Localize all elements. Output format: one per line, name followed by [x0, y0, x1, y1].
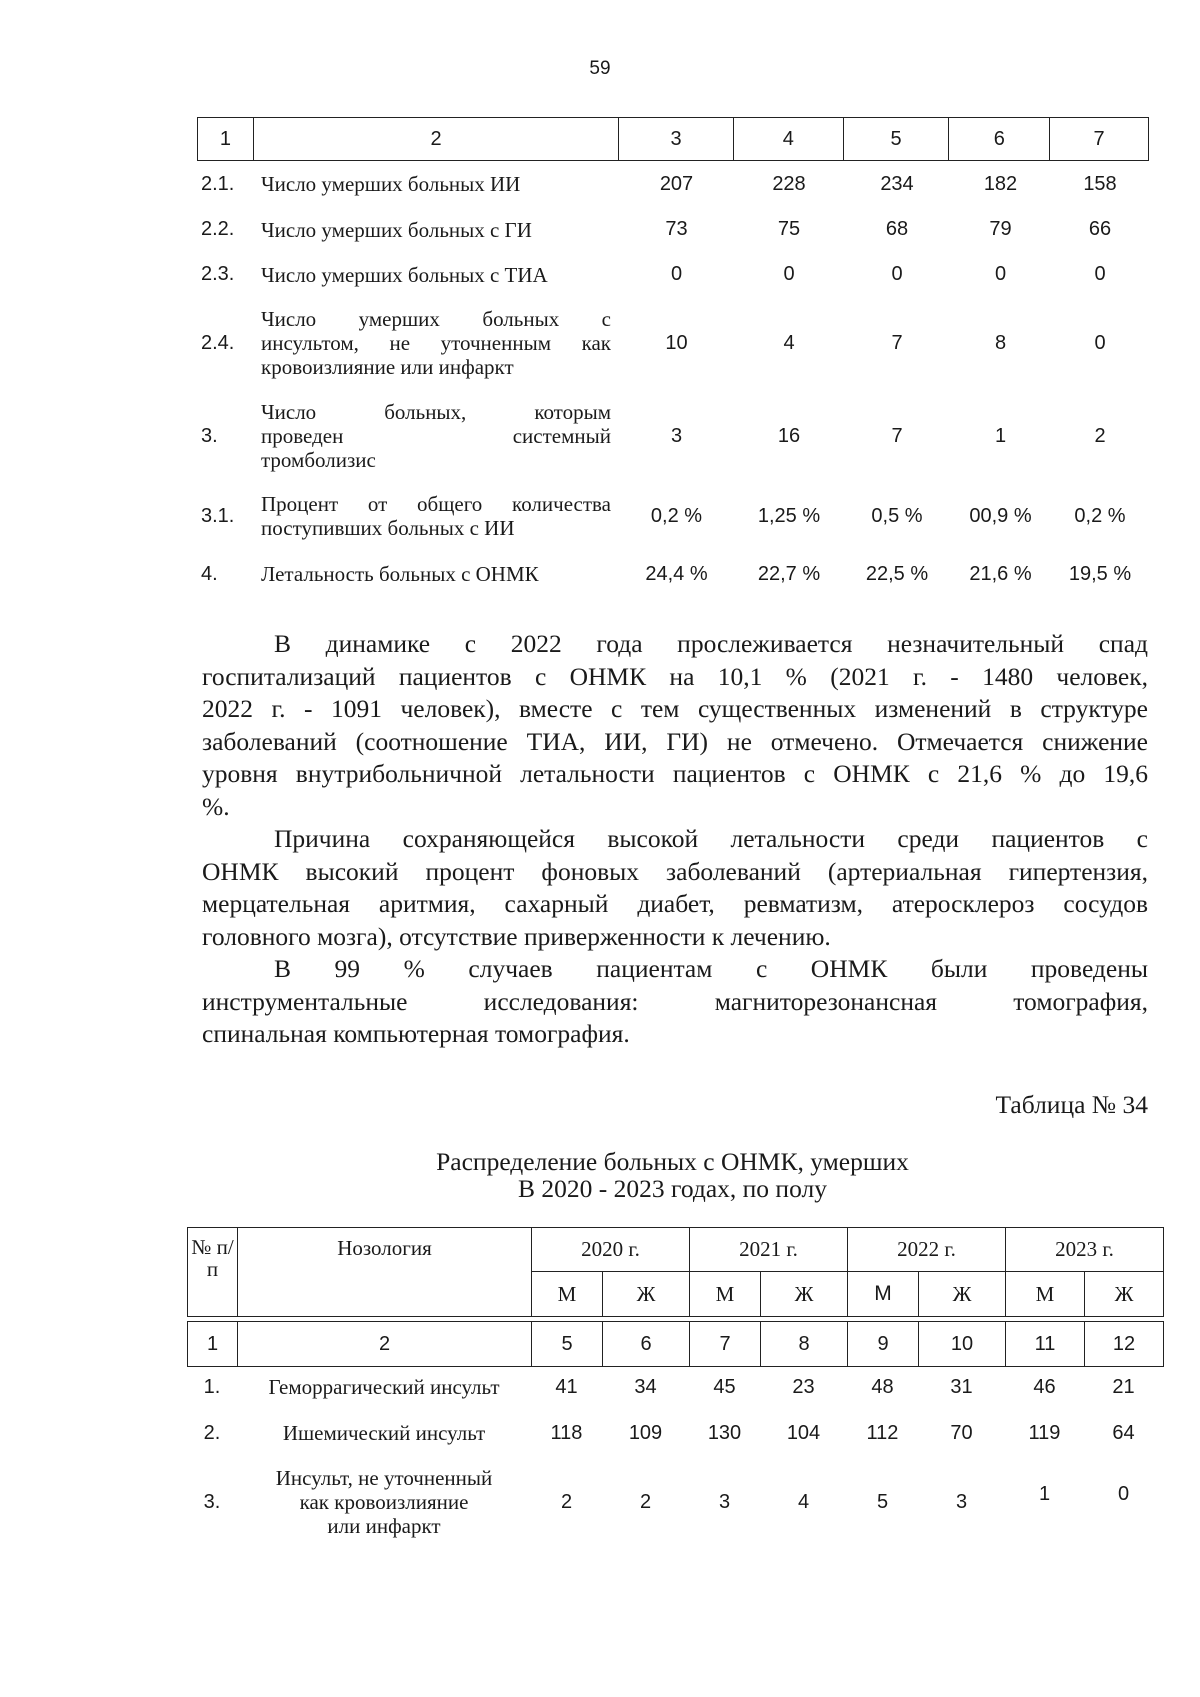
row-number: 2.2.: [201, 218, 235, 240]
text-line: госпитализаций пациентов с ОНМК на 10,1 % (2021 г. - 1480 человек,: [202, 661, 1148, 691]
header-cell: 4: [734, 118, 844, 160]
table-cell: 46: [1033, 1375, 1056, 1398]
table-cell: 3: [718, 1490, 731, 1513]
header-cell: 2: [254, 118, 619, 160]
header-year: 2022 г.: [848, 1228, 1006, 1272]
table-cell: 112: [866, 1421, 899, 1444]
row-number: 3.: [203, 1490, 221, 1513]
index-cell: 7: [690, 1322, 761, 1367]
header-cell: 5: [844, 118, 950, 160]
row-name-line: Инсульт, не уточненный: [275, 1466, 493, 1490]
table-title: [0, 1148, 1200, 1202]
row-name-line: тромболизис: [261, 448, 376, 472]
table-cell: 0,5 %: [871, 504, 923, 527]
row-name-line: Процент от общего количества: [261, 492, 611, 516]
row-name: [253, 400, 619, 472]
table-cell: 4: [783, 331, 795, 354]
text-line: %.: [202, 791, 230, 821]
page-number: 59: [589, 58, 611, 79]
table-cell: 0: [891, 263, 903, 285]
table-cell: 5: [876, 1490, 889, 1513]
index-cell: 11: [1006, 1322, 1085, 1367]
text-line: 2022 г. - 1091 человек), вместе с тем существенных изменений в структуре: [202, 694, 1148, 723]
table-cell: 23: [792, 1375, 815, 1398]
table-row: [197, 389, 1149, 483]
table-cell: 0: [1094, 263, 1106, 285]
table-cell: 104: [786, 1421, 821, 1444]
index-cell: 8: [761, 1322, 848, 1367]
header-year: 2020 г.: [532, 1228, 690, 1272]
header-year: 2023 г.: [1006, 1228, 1164, 1272]
table-row: [197, 297, 1149, 389]
table-cell: 1: [1038, 1482, 1051, 1505]
text-line: инструментальные исследования: магниторезонансная томография,: [202, 986, 1148, 1016]
table-row: [197, 252, 1149, 297]
table-cell: 73: [665, 218, 688, 240]
table-cell: 2: [639, 1490, 652, 1513]
table-cell: 64: [1112, 1421, 1135, 1444]
header-num: № п/п: [188, 1228, 238, 1317]
table-cell: 4: [797, 1490, 810, 1513]
table-cell: 10: [665, 331, 688, 354]
row-name-line: кровоизлияние или инфаркт: [261, 355, 514, 379]
index-cell: 2: [238, 1322, 532, 1367]
row-name: [237, 1421, 531, 1445]
table-cell: 48: [871, 1375, 894, 1398]
table-cell: 182: [983, 172, 1018, 195]
row-name: [253, 172, 619, 196]
table-cell: 2: [560, 1490, 573, 1513]
table-cell: 234: [880, 172, 914, 195]
header-sex: Ж: [919, 1272, 1006, 1317]
table-cell: 207: [659, 172, 694, 195]
paragraph: [202, 953, 1148, 1051]
table-header-row: [197, 117, 1149, 161]
table-cell: 228: [772, 172, 806, 195]
row-name: [253, 307, 619, 379]
header-sex: М: [690, 1272, 761, 1317]
table-cell: 109: [628, 1421, 663, 1444]
row-name: [237, 1375, 531, 1399]
index-cell: 10: [919, 1322, 1006, 1367]
table-cell: 24,4 %: [645, 562, 708, 585]
header-cell: 3: [619, 118, 734, 160]
text-line: заболеваний (соотношение ТИА, ИИ, ГИ) не отмечено. Отмечается снижение: [202, 726, 1148, 756]
table-cell: 66: [1088, 218, 1112, 240]
table-cell: 1: [994, 424, 1007, 447]
table-cell: 21: [1112, 1375, 1135, 1398]
table-cell: 22,5 %: [865, 562, 929, 585]
row-name: [253, 263, 619, 287]
table-cell: 7: [891, 331, 903, 354]
text-line: В 99 % случаев пациентам с ОНМК были проведены: [274, 954, 1148, 983]
table-row: [197, 207, 1149, 252]
table-label: Таблица № 34: [995, 1090, 1148, 1119]
table-row: [197, 483, 1149, 549]
header-cell: 1: [198, 118, 254, 160]
table-index-row: [188, 1322, 1164, 1367]
table-row: [197, 161, 1149, 207]
row-name-line: Летальность больных с ОНМК: [261, 562, 539, 586]
row-number: 1.: [203, 1375, 221, 1398]
table-cell: 158: [1083, 172, 1117, 195]
row-name-line: Число умерших больных с ГИ: [261, 217, 532, 242]
table-row: [187, 1410, 1163, 1456]
header-year: 2021 г.: [690, 1228, 848, 1272]
text-line: В динамике с 2022 года прослеживается незначительный спад: [274, 629, 1148, 658]
index-cell: 6: [603, 1322, 690, 1367]
row-number: 2.: [203, 1421, 221, 1444]
index-cell: 9: [848, 1322, 919, 1367]
header-sex: Ж: [1085, 1272, 1164, 1317]
row-name-line: поступивших больных с ИИ: [261, 516, 515, 540]
paragraph: [202, 628, 1148, 823]
row-name-line: проведен системный: [261, 424, 611, 448]
header-nosology: Нозология: [238, 1228, 532, 1317]
row-number: 2.1.: [201, 172, 235, 195]
header-sex: М: [848, 1272, 919, 1317]
table-row: [197, 549, 1149, 599]
row-number: 4.: [201, 562, 218, 585]
index-cell: 12: [1085, 1322, 1164, 1367]
index-cell: 5: [532, 1322, 603, 1367]
table-row: [187, 1364, 1163, 1410]
text-line: головного мозга), отсутствие приверженности к лечению.: [202, 921, 831, 951]
table-cell: 70: [950, 1421, 973, 1444]
table-cell: 119: [1028, 1421, 1061, 1444]
row-number: 3.1.: [201, 504, 235, 527]
table-cell: 0: [670, 263, 683, 285]
table-cell: 68: [885, 218, 909, 240]
table-cell: 2: [1094, 424, 1106, 447]
table-cell: 41: [555, 1375, 578, 1398]
table-title-line: Распределение больных с ОНМК, умерших: [436, 1147, 909, 1176]
row-name-line: Геморрагический инсульт: [268, 1375, 500, 1399]
index-cell: 1: [188, 1322, 238, 1367]
row-name-line: Число умерших больных с ТИА: [261, 262, 548, 287]
row-name-line: Число умерших больных ИИ: [261, 172, 521, 196]
mortality-by-sex-table: [187, 1227, 1163, 1538]
row-name-line: Ишемический инсульт: [282, 1421, 486, 1445]
row-number: 2.4.: [201, 331, 235, 354]
stroke-statistics-table: [197, 117, 1149, 599]
table-cell: 45: [713, 1375, 736, 1398]
row-number: 2.3.: [201, 263, 235, 285]
table-cell: 3: [955, 1490, 968, 1513]
table-row: [187, 1456, 1163, 1548]
table-header-row: [188, 1228, 1164, 1272]
row-number: 3.: [201, 424, 218, 447]
row-name-line: как кровоизлияние: [299, 1490, 469, 1514]
table-cell: 19,5 %: [1068, 562, 1132, 585]
header-sex: Ж: [761, 1272, 848, 1317]
header-sex: М: [532, 1272, 603, 1317]
header-sex: Ж: [603, 1272, 690, 1317]
row-name: [253, 562, 619, 586]
paragraph: [202, 823, 1148, 953]
table-cell: 0: [1094, 331, 1106, 354]
row-name-line: Число больных, которым: [261, 400, 611, 424]
text-line: ОНМК высокий процент фоновых заболеваний (артериальная гипертензия,: [202, 856, 1148, 886]
table-body: [187, 1364, 1163, 1548]
row-name: [253, 492, 619, 540]
text-line: спинальная компьютерная томография.: [202, 1019, 630, 1048]
table-cell: 7: [891, 424, 903, 447]
table-cell: 79: [989, 218, 1012, 240]
text-line: Причина сохраняющейся высокой летальности среди пациентов с: [274, 824, 1148, 853]
text-line: уровня внутрибольничной летальности пациентов с ОНМК с 21,6 % до 19,6: [202, 759, 1148, 788]
body-text: [202, 628, 1148, 1051]
table-cell: 1,25 %: [757, 504, 821, 527]
row-name: [237, 1466, 531, 1538]
row-name-line: Число умерших больных с: [261, 307, 611, 331]
table-cell: 22,7 %: [757, 562, 821, 585]
table-cell: 34: [634, 1375, 657, 1398]
table-title-line: В 2020 - 2023 годах, по полу: [518, 1174, 827, 1203]
table-cell: 00,9 %: [969, 504, 1032, 527]
row-name-line: инсультом, не уточненным как: [261, 331, 611, 355]
table-cell: 8: [994, 331, 1007, 354]
table-cell: 0: [1117, 1482, 1130, 1505]
table-cell: 0,2 %: [650, 504, 703, 527]
table-cell: 31: [950, 1375, 973, 1398]
table-cell: 0,2 %: [1074, 504, 1126, 527]
table-cell: 21,6 %: [969, 562, 1032, 585]
header-cell: 6: [949, 118, 1050, 160]
table-cell: 0: [994, 263, 1007, 285]
table-cell: 3: [670, 424, 683, 447]
header-sex: М: [1006, 1272, 1085, 1317]
text-line: мерцательная аритмия, сахарный диабет, ревматизм, атеросклероз сосудов: [202, 889, 1148, 918]
header-cell: 7: [1093, 127, 1105, 150]
table-cell: 118: [550, 1421, 583, 1444]
table-cell: 0: [783, 263, 795, 285]
row-name: [253, 218, 619, 242]
table-cell: 75: [777, 218, 801, 240]
row-name-line: или инфаркт: [327, 1514, 441, 1538]
table-cell: 16: [777, 424, 801, 447]
table-cell: 130: [707, 1421, 742, 1444]
